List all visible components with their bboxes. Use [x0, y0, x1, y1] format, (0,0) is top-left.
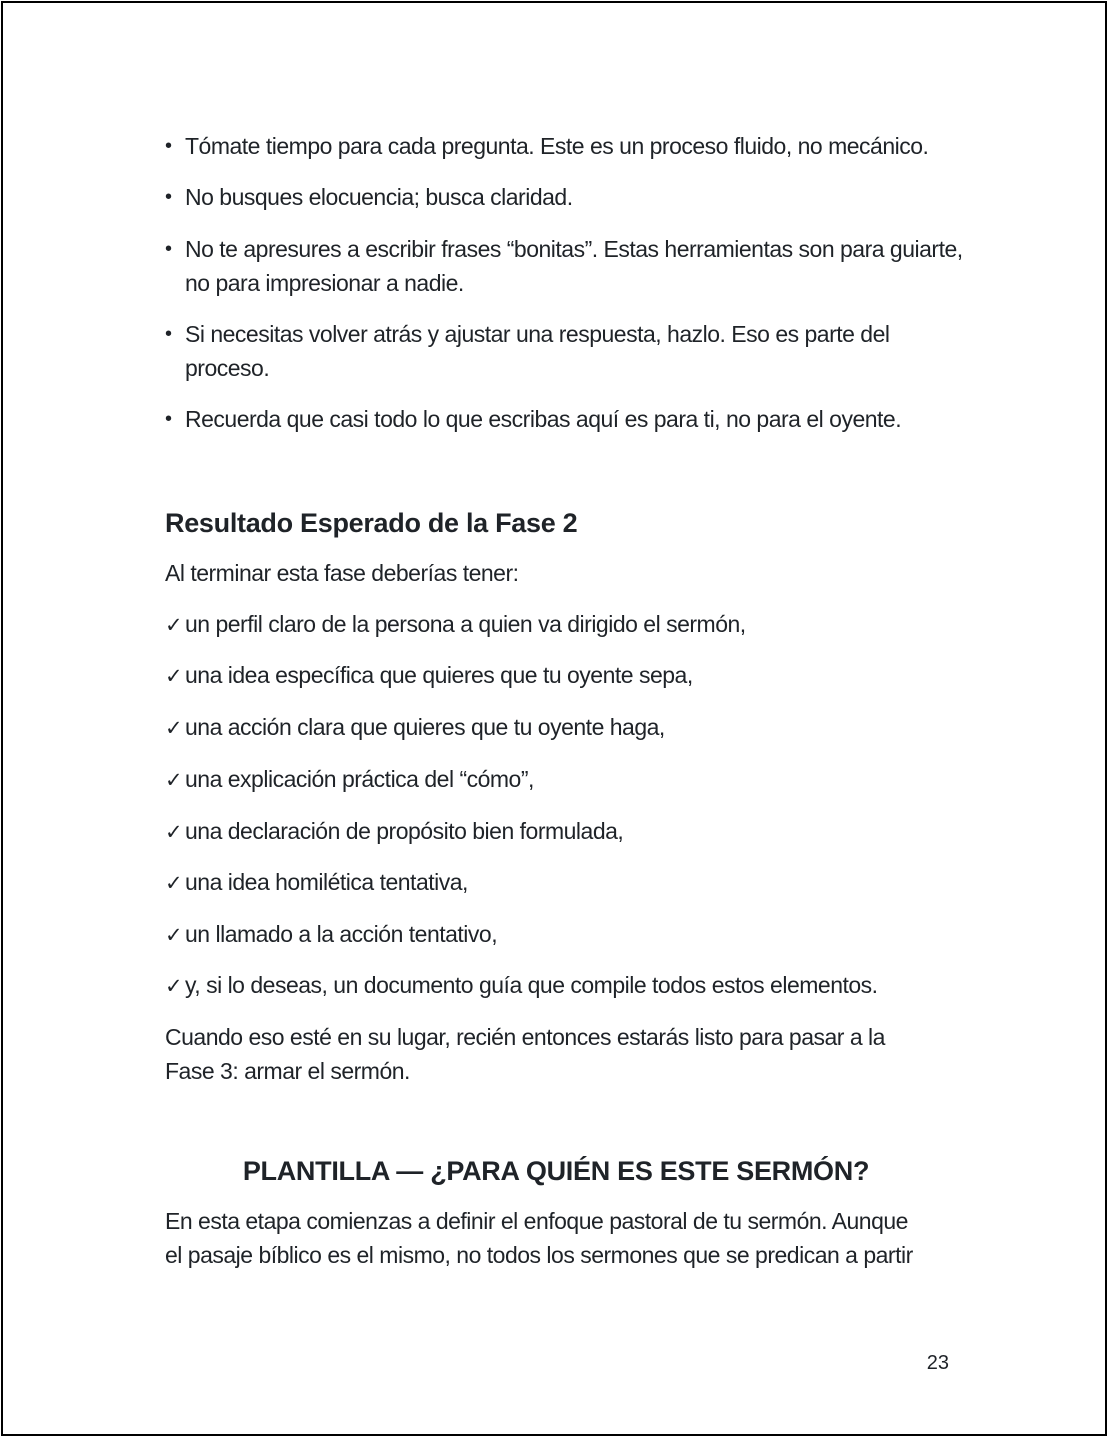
check-icon: ✓ — [165, 923, 183, 947]
checklist-text: un perfil claro de la persona a quien va dirigido el sermón, — [185, 611, 746, 637]
bullet-icon: • — [165, 135, 172, 157]
document-page — [1, 1, 1107, 1436]
checklist-item — [165, 968, 878, 1003]
checklist-item — [165, 710, 665, 745]
checklist-text: un llamado a la acción tentativo, — [185, 921, 498, 947]
check-icon: ✓ — [165, 820, 183, 844]
checklist-item — [165, 607, 746, 642]
checklist-text: una explicación práctica del “cómo”, — [185, 766, 534, 792]
checklist-item — [165, 658, 693, 693]
tip-text: No busques elocuencia; busca claridad. — [185, 184, 573, 210]
template-heading: PLANTILLA — ¿PARA QUIÉN ES ESTE SERMÓN? — [242, 1156, 870, 1186]
template-paragraph-line: En esta etapa comienzas a definir el enfoque pastoral de tu sermón. Aunque — [165, 1208, 908, 1234]
checklist-item — [165, 814, 623, 849]
template-paragraph-line: el pasaje bíblico es el mismo, no todos los sermones que se predican a partir — [165, 1242, 913, 1268]
check-icon: ✓ — [165, 716, 183, 740]
checklist-item — [165, 917, 497, 952]
section-intro: Al terminar esta fase deberías tener: — [165, 560, 519, 586]
check-icon: ✓ — [165, 664, 183, 688]
checklist-text: una acción clara que quieres que tu oyente haga, — [185, 714, 665, 740]
checklist-item — [165, 762, 534, 797]
check-icon: ✓ — [165, 871, 183, 895]
closing-paragraph-line: Cuando eso esté en su lugar, recién entonces estarás listo para pasar a la — [165, 1024, 885, 1050]
check-icon: ✓ — [165, 974, 183, 998]
tip-text: Recuerda que casi todo lo que escribas aquí es para ti, no para el oyente. — [185, 406, 902, 432]
check-icon: ✓ — [165, 768, 183, 792]
bullet-icon: • — [165, 408, 172, 430]
closing-paragraph-line: Fase 3: armar el sermón. — [165, 1058, 410, 1084]
page-number: 23 — [926, 1352, 949, 1374]
checklist-text: una declaración de propósito bien formulada, — [185, 818, 624, 844]
check-icon: ✓ — [165, 613, 183, 637]
checklist-text: una idea homilética tentativa, — [185, 869, 468, 895]
tip-text: No te apresures a escribir frases “bonitas”. Estas herramientas son para guiarte, no para impresionar a nadie. — [185, 236, 963, 296]
checklist-text: una idea específica que quieres que tu oyente sepa, — [185, 662, 693, 688]
bullet-icon: • — [165, 238, 172, 260]
tip-text: Tómate tiempo para cada pregunta. Este es un proceso fluido, no mecánico. — [185, 133, 929, 159]
bullet-icon: • — [165, 323, 172, 345]
tip-text: Si necesitas volver atrás y ajustar una respuesta, hazlo. Eso es parte del proceso. — [185, 321, 890, 381]
bullet-icon: • — [165, 186, 172, 208]
checklist-item — [165, 865, 468, 900]
checklist-text: y, si lo deseas, un documento guía que compile todos estos elementos. — [185, 972, 878, 998]
section-heading: Resultado Esperado de la Fase 2 — [165, 508, 578, 538]
